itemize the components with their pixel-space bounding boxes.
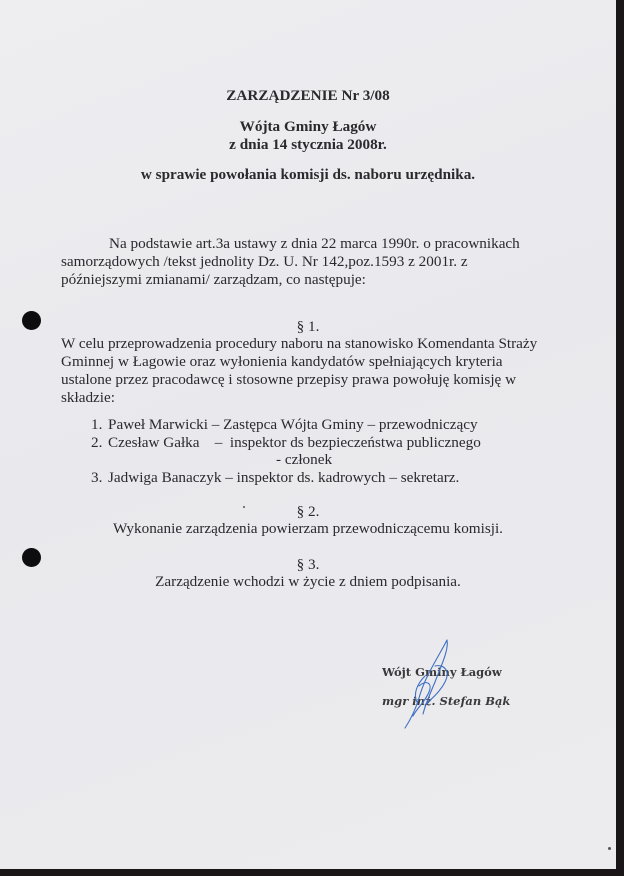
list-item-number: 1. xyxy=(91,416,103,433)
section1-line: ustalone przez pracodawcę i stosowne przepisy prawa powołuję komisję w xyxy=(61,371,517,388)
list-item-number: 2. xyxy=(91,434,103,451)
stamp-title: Wójt Gminy Łagów xyxy=(382,665,502,679)
preamble-line: późniejszymi zmianami/ zarządzam, co następuje: xyxy=(61,271,366,288)
section1-line: W celu przeprowadzenia procedury naboru na stanowisko Komendanta Straży xyxy=(61,335,538,352)
preamble-line: samorządowych /tekst jednolity Dz. U. Nr 142,poz.1593 z 2001r. z xyxy=(61,253,468,270)
document-issuer: Wójta Gminy Łagów xyxy=(239,118,377,135)
scan-speck xyxy=(608,847,611,850)
section1-heading: § 1. xyxy=(296,318,320,335)
document-date: z dnia 14 stycznia 2008r. xyxy=(229,136,387,153)
signature xyxy=(395,636,465,731)
document-subject: w sprawie powołania komisji ds. naboru urzędnika. xyxy=(140,166,476,183)
list-item: Jadwiga Banaczyk – inspektor ds. kadrowych – sekretarz. xyxy=(108,469,460,486)
list-item: Paweł Marwicki – Zastępca Wójta Gminy – przewodniczący xyxy=(108,416,478,433)
list-item-number: 3. xyxy=(91,469,103,486)
section1-line: Gminnej w Łagowie oraz wyłonienia kandydatów spełniających kryteria xyxy=(61,353,503,370)
section3-heading: § 3. xyxy=(296,556,320,573)
document-title: ZARZĄDZENIE Nr 3/08 xyxy=(226,87,390,104)
section1-line: składzie: xyxy=(61,389,115,406)
preamble-line: Na podstawie art.3a ustawy z dnia 22 marca 1990r. o pracownikach xyxy=(109,235,520,252)
stamp-name: mgr inż. Stefan Bąk xyxy=(382,694,511,708)
list-item: Czesław Gałka – inspektor ds bezpieczeństwa publicznego xyxy=(108,434,481,451)
section2-text: Wykonanie zarządzenia powierzam przewodniczącemu komisji. xyxy=(113,520,503,537)
section2-heading: § 2. xyxy=(296,503,320,520)
list-item-continuation: - członek xyxy=(276,451,333,468)
section3-text: Zarządzenie wchodzi w życie z dniem podpisania. xyxy=(155,573,461,590)
